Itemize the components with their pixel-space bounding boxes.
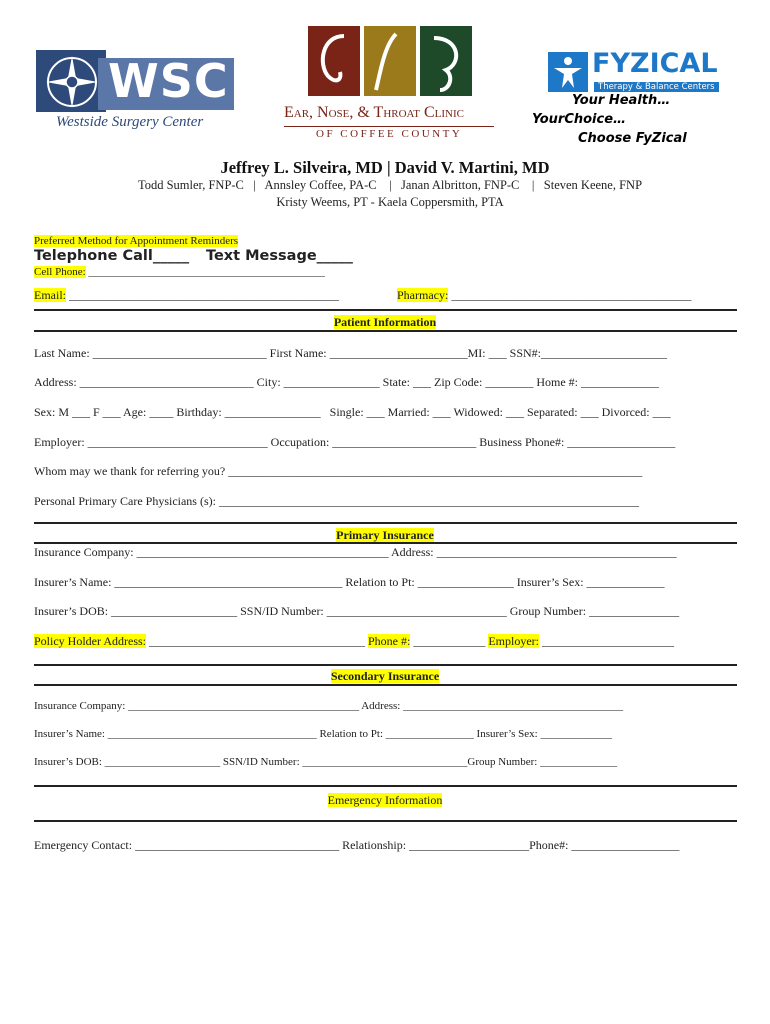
fyzical-tagline: Therapy & Balance Centers [594, 82, 719, 92]
fyzical-figure-icon [548, 52, 588, 92]
patient-demographics-row[interactable]: Sex: M ___ F ___ Age: ____ Birthday: ________________ Single: ___ Married: ___ Widowed: ___ Separated: ___ Divorced: ___ [34, 405, 671, 419]
policy-employer-label: Employer: [488, 634, 539, 648]
policy-holder-label: Policy Holder Address: [34, 634, 146, 648]
staff-line-2: Kristy Weems, PT - Kaela Coppersmith, PTA [276, 195, 504, 209]
slogan-line-3: Choose FyZical [578, 131, 687, 146]
patient-employment-row[interactable]: Employer: ______________________________ Occupation: ________________________ Business Phone#: __________________ [34, 435, 676, 449]
divider [34, 522, 737, 524]
primary-dob-row[interactable]: Insurer’s DOB: _____________________ SSN/ID Number: ______________________________ Group Number: _______________ [34, 604, 680, 618]
fyzical-name: FYZICAL [592, 48, 718, 79]
emergency-section-header [0, 791, 770, 809]
ent-logo [284, 24, 494, 144]
ent-subtitle: OF COFFEE COUNTY [316, 128, 463, 140]
policy-employer-blank[interactable]: ______________________ [539, 634, 674, 648]
secondary-section-header [0, 667, 770, 685]
cell-phone-field[interactable] [34, 266, 325, 278]
policy-holder-row[interactable] [34, 634, 674, 649]
secondary-insurer-row[interactable]: Insurer’s Name: ______________________________________ Relation to Pt: ________________ Insurer’s Sex: _____________ [34, 728, 612, 740]
reminders-label: Preferred Method for Appointment Reminders [34, 235, 239, 247]
wsc-logo [36, 48, 236, 136]
ent-logo-graphic [284, 24, 494, 104]
pharmacy-label: Pharmacy: [397, 288, 449, 302]
cell-phone-blank[interactable]: ___________________________________________ [85, 266, 325, 278]
secondary-section-title: Secondary Insurance [330, 669, 440, 683]
patient-section-title: Patient Information [333, 315, 437, 329]
divider [34, 309, 737, 311]
primary-insurer-row[interactable]: Insurer’s Name: ______________________________________ Relation to Pt: ________________ Insurer’s Sex: _____________ [34, 575, 665, 589]
secondary-company-row[interactable]: Insurance Company: __________________________________________ Address: ________________________________________ [34, 700, 624, 712]
patient-section-header [0, 313, 770, 331]
divider [34, 542, 737, 544]
ent-title: Ear, Nose, & Throat Clinic [284, 104, 464, 121]
referral-row[interactable]: Whom may we thank for referring you? _____________________________________________________________________ [34, 464, 643, 478]
emergency-section-title: Emergency Information [327, 793, 443, 807]
policy-phone-blank[interactable]: ____________ [410, 634, 489, 648]
primary-company-row[interactable]: Insurance Company: __________________________________________ Address: ________________________________________ [34, 545, 677, 559]
wsc-name: Westside Surgery Center [56, 114, 204, 130]
divider [34, 820, 737, 822]
divider [34, 684, 737, 686]
patient-name-row[interactable]: Last Name: _____________________________ First Name: _______________________MI: ___ SSN#:_____________________ [34, 346, 667, 360]
pharmacy-field[interactable] [397, 288, 691, 303]
email-blank[interactable]: _____________________________________________ [66, 288, 339, 302]
primary-care-row[interactable]: Personal Primary Care Physicians (s): ______________________________________________________________________ [34, 494, 639, 508]
staff-line-1: Todd Sumler, FNP-C | Annsley Coffee, PA-C | Janan Albritton, FNP-C | Steven Keene, FNP [137, 178, 643, 192]
doctors-heading: Jeffrey L. Silveira, MD | David V. Martini, MD [220, 158, 550, 177]
ent-divider [284, 126, 494, 127]
text-message-option[interactable]: Text Message_____ [206, 248, 353, 264]
policy-phone-label: Phone #: [368, 634, 411, 648]
primary-section-title: Primary Insurance [336, 528, 434, 542]
email-label: Email: [34, 288, 66, 302]
slogan-line-2: YourChoice… [532, 112, 627, 127]
divider [34, 785, 737, 787]
pharmacy-blank[interactable]: ________________________________________ [448, 288, 692, 302]
fyzical-logo [548, 48, 720, 96]
wsc-letters: WSC [108, 54, 229, 108]
patient-address-row[interactable]: Address: _____________________________ City: ________________ State: ___ Zip Code: ________ Home #: _____________ [34, 375, 659, 389]
cell-phone-label: Cell Phone: [34, 266, 86, 278]
divider [34, 664, 737, 666]
telephone-call-option[interactable]: Telephone Call_____ [34, 248, 190, 264]
policy-holder-blank[interactable]: ____________________________________ [146, 634, 368, 648]
email-field[interactable] [34, 288, 339, 303]
secondary-dob-row[interactable]: Insurer’s DOB: _____________________ SSN/ID Number: ______________________________Group Number: ______________ [34, 756, 618, 768]
emergency-contact-row[interactable]: Emergency Contact: __________________________________ Relationship: ____________________Phone#: __________________ [34, 838, 680, 852]
slogan-line-1: Your Health… [572, 93, 671, 108]
divider [34, 330, 737, 332]
